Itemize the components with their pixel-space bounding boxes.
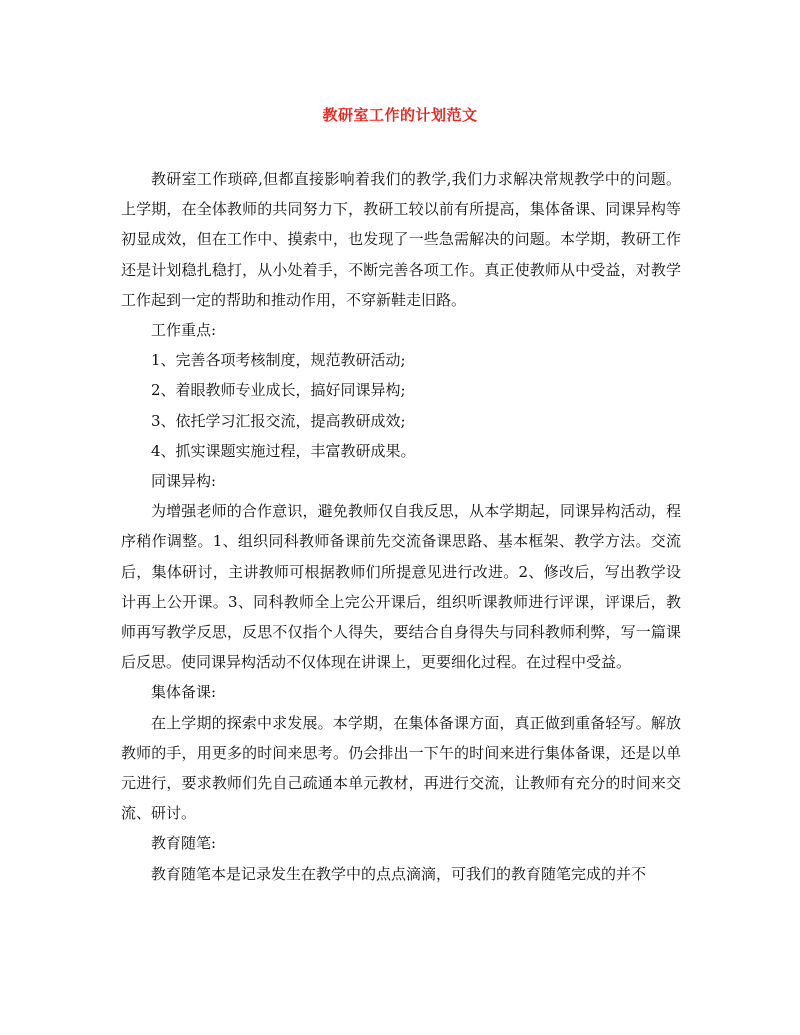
focus-item-2: 2、着眼教师专业成长，搞好同课异构; — [151, 381, 406, 400]
focus-item-4: 4、抓实课题实施过程，丰富教研成果。 — [151, 441, 416, 460]
education-essay-paragraph: 教育随笔本是记录发生在教学中的点点滴滴，可我们的教育随笔完成的并不 — [151, 864, 647, 883]
heading-collective-prep: 集体备课: — [151, 683, 217, 702]
intro-paragraph: 教研室工作琐碎,但都直接影响着我们的教学,我们力求解决常规教学中的问题。上学期，在全体教师的共同努力下，教研工较以前有所提高，集体备课、同课异构等初显成效，但在工作中、摸索中，也发现了一些急需解决的问题。本学期，教研工作还是计划稳扎稳打，从小处着手，不断完善各项工作。真正使教师从中受益，对教学工作起到一定的帮助和推动作用，不穿新鞋走旧路。 — [121, 170, 681, 309]
same-lesson-paragraph: 为增强老师的合作意识，避免教师仅自我反思，从本学期起，同课异构活动，程序稍作调整。1、组织同科教师备课前先交流备课思路、基本框架、教学方法。交流后，集体研讨，主讲教师可根据教师们所提意见进行改进。2、修改后，写出教学设计再上公开课。3、同科教师全上完公开课后，组织听课教师进行评课，评课后，教师再写教学反思，反思不仅指个人得失，要结合自身得失与同科教师利弊，写一篇课后反思。使同课异构活动不仅体现在讲课上，更要细化过程。在过程中受益。 — [121, 502, 681, 672]
focus-item-1: 1、完善各项考核制度，规范教研活动; — [151, 351, 406, 370]
heading-same-lesson: 同课异构: — [151, 472, 217, 491]
document-body — [121, 164, 681, 889]
focus-item-3: 3、依托学习汇报交流，提高教研成效; — [151, 411, 406, 430]
heading-education-essay: 教育随笔: — [151, 834, 217, 853]
document-title: 教研室工作的计划范文 — [322, 106, 478, 124]
heading-work-focus: 工作重点: — [151, 321, 217, 340]
collective-prep-paragraph: 在上学期的探索中求发展。本学期，在集体备课方面，真正做到重备轻写。解放教师的手，用更多的时间来思考。仍会排出一下午的时间来进行集体备课，还是以单元进行，要求教师们先自己疏通本单元教材，再进行交流，让教师有充分的时间来交流、研讨。 — [121, 713, 681, 823]
